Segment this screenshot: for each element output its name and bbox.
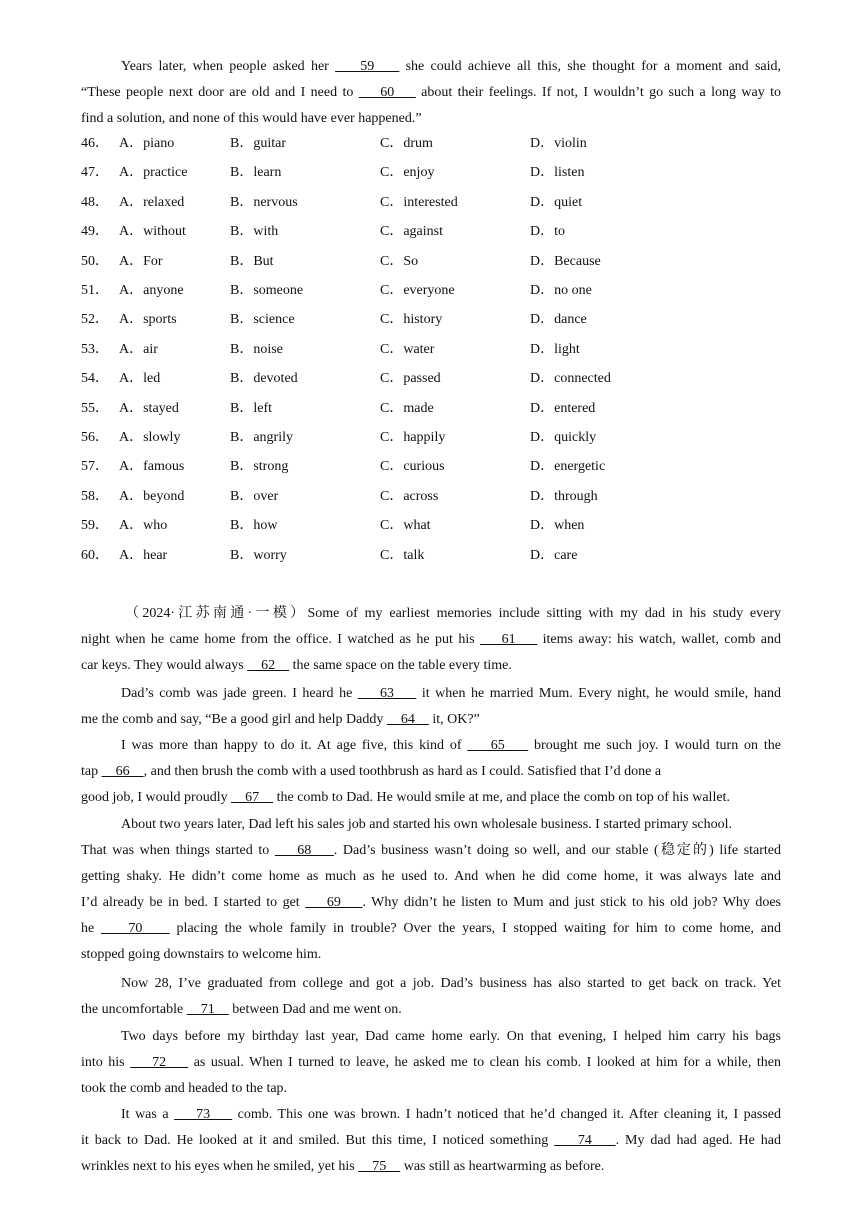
option-b: B．But	[230, 253, 274, 269]
text-line	[81, 601, 781, 627]
option-a: A．sports	[119, 312, 177, 328]
text-line	[81, 54, 781, 80]
option-d: D．entered	[530, 400, 596, 416]
text-run: “These people next door are old and I need to	[81, 85, 359, 100]
option-d: D．violin	[530, 136, 587, 151]
passage-2-paragraph	[81, 812, 781, 968]
text-line	[81, 1128, 781, 1154]
option-a: A．slowly	[119, 430, 181, 445]
answer-blank: 74	[554, 1133, 616, 1148]
option-b: B．angrily	[230, 430, 293, 445]
passage-2-paragraph	[81, 681, 781, 733]
question-number: 57．	[81, 459, 109, 475]
text-run: Two days before my birthday last year, Dad came home early. On that evening, I helped him carry his bags	[121, 1029, 781, 1044]
text-line	[81, 707, 781, 733]
option-a: A．who	[119, 518, 168, 534]
answer-blank: 60	[358, 85, 416, 100]
answer-blank: 68	[274, 843, 334, 858]
option-c: C．drum	[380, 136, 433, 151]
text-run: was still as heartwarming as before.	[400, 1159, 605, 1174]
option-row	[81, 133, 781, 155]
text-line	[81, 864, 781, 890]
text-run: That was when things started to	[81, 843, 275, 858]
option-row	[81, 251, 781, 273]
option-a: A．hear	[119, 547, 168, 563]
text-run: It was a	[121, 1107, 175, 1122]
option-b: B．devoted	[230, 371, 298, 387]
answer-blank: 70	[101, 921, 170, 936]
text-run: Now 28, I’ve graduated from college and got a job. Dad’s business has also started to get back on track. Yet	[121, 976, 781, 991]
option-b: B．with	[230, 224, 279, 240]
option-row	[81, 545, 781, 567]
passage-2-paragraph	[81, 971, 781, 1023]
option-a: A．piano	[119, 136, 175, 151]
answer-blank: 72	[130, 1055, 189, 1070]
option-b: B．guitar	[230, 136, 286, 151]
passage-2-paragraph	[81, 733, 781, 811]
option-c: C．history	[380, 312, 443, 328]
text-run: Years later, when people asked her	[121, 59, 336, 74]
answer-blank: 69	[305, 895, 363, 910]
option-d: D．dance	[530, 312, 587, 328]
option-a: A．practice	[119, 165, 188, 181]
text-run: the same space on the table every time.	[289, 658, 512, 673]
option-a: A．For	[119, 253, 163, 269]
option-b: B．over	[230, 488, 279, 504]
text-run: about their feelings. If not, I wouldn’t go such a long way to	[415, 85, 782, 100]
option-a: A．anyone	[119, 283, 184, 298]
option-a: A．stayed	[119, 400, 179, 416]
option-c: C．passed	[380, 371, 441, 387]
text-run: car keys. They would always	[81, 658, 248, 673]
text-run: tap	[81, 764, 102, 779]
question-number: 58．	[81, 488, 109, 504]
question-number: 54．	[81, 371, 109, 387]
text-run: good job, I would proudly	[81, 790, 232, 805]
text-run: brought me such joy. I would turn on the	[528, 738, 782, 753]
answer-blank: 65	[467, 738, 529, 753]
passage-2-paragraph	[81, 1024, 781, 1102]
text-line	[81, 971, 781, 997]
text-line	[81, 997, 781, 1023]
option-c: C．across	[380, 488, 439, 504]
text-run: items away: his watch, wallet, comb and	[537, 632, 781, 647]
option-a: A．without	[119, 224, 186, 240]
option-c: C．curious	[380, 459, 445, 475]
text-run: he	[81, 921, 102, 936]
option-d: D．no one	[530, 283, 592, 298]
option-b: B．how	[230, 518, 278, 534]
text-line	[81, 1076, 781, 1102]
option-c: C．what	[380, 518, 431, 534]
text-line	[81, 1154, 781, 1180]
text-line	[81, 838, 781, 864]
answer-blank: 71	[186, 1002, 229, 1017]
question-number: 56．	[81, 430, 109, 445]
option-d: D．listen	[530, 165, 585, 181]
answer-blank: 59	[335, 59, 400, 74]
answer-blank: 75	[358, 1159, 401, 1174]
question-number: 46．	[81, 136, 109, 151]
text-line	[81, 785, 781, 811]
option-d: D．when	[530, 518, 585, 534]
option-b: B．learn	[230, 165, 282, 181]
text-run: About two years later, Dad left his sales job and started his own wholesale business. I started primary school.	[121, 817, 733, 832]
option-d: D．connected	[530, 371, 611, 387]
option-d: D．to	[530, 224, 565, 240]
text-run: between Dad and me went on.	[228, 1002, 402, 1017]
question-number: 51．	[81, 283, 109, 298]
option-b: B．left	[230, 400, 272, 416]
text-run: it back to Dad. He looked at it and smiled. But this time, I noticed something	[81, 1133, 555, 1148]
option-c: C．enjoy	[380, 165, 435, 181]
text-run: it when he married Mum. Every night, he would smile, hand	[416, 686, 781, 701]
question-number: 47．	[81, 165, 109, 181]
text-run: . My dad had aged. He had	[615, 1133, 781, 1148]
option-row	[81, 162, 781, 184]
question-number: 53．	[81, 341, 109, 357]
option-row	[81, 515, 781, 537]
passage-1-paragraph	[81, 54, 781, 132]
option-row	[81, 368, 781, 390]
answer-blank: 66	[101, 764, 144, 779]
option-row	[81, 280, 781, 302]
option-row	[81, 456, 781, 478]
text-run: stopped going downstairs to welcome him.	[81, 947, 322, 962]
text-run: into his	[81, 1055, 131, 1070]
option-d: D．Because	[530, 253, 601, 269]
text-line	[81, 681, 781, 707]
text-run: took the comb and headed to the tap.	[81, 1081, 288, 1096]
option-d: D．quiet	[530, 194, 583, 210]
option-c: C．interested	[380, 194, 458, 210]
text-line	[81, 653, 781, 679]
text-run: it, OK?”	[428, 712, 480, 727]
option-b: B．nervous	[230, 194, 298, 210]
text-run: placing the whole family in trouble? Over the years, I stopped waiting for him to come home, and	[169, 921, 781, 936]
option-b: B．noise	[230, 341, 283, 357]
text-run: the comb to Dad. He would smile at me, and place the comb on top of his wallet.	[273, 790, 730, 805]
text-line	[81, 890, 781, 916]
option-a: A．famous	[119, 459, 185, 475]
question-number: 48．	[81, 194, 109, 210]
option-row	[81, 309, 781, 331]
option-d: D．care	[530, 547, 578, 563]
option-d: D．light	[530, 341, 580, 357]
option-a: A．air	[119, 341, 158, 357]
text-line	[81, 916, 781, 942]
option-a: A．led	[119, 371, 161, 387]
passage-2-paragraph	[81, 601, 781, 679]
option-row	[81, 427, 781, 449]
option-row	[81, 192, 781, 214]
answer-blank: 73	[174, 1107, 233, 1122]
option-c: C．made	[380, 400, 434, 416]
text-line	[81, 1050, 781, 1076]
text-line	[81, 1024, 781, 1050]
text-line	[81, 733, 781, 759]
answer-blank: 67	[231, 790, 274, 805]
text-line	[81, 942, 781, 968]
answer-blank: 64	[386, 712, 429, 727]
option-b: B．science	[230, 312, 295, 328]
text-run: Dad’s comb was jade green. I heard he	[121, 686, 358, 701]
answer-blank: 61	[480, 632, 538, 647]
option-c: C．happily	[380, 430, 446, 445]
text-run: she could achieve all this, she thought for a moment and said,	[399, 59, 782, 74]
option-c: C．everyone	[380, 283, 455, 298]
option-d: D．quickly	[530, 430, 597, 445]
text-line	[81, 80, 781, 106]
text-line	[81, 627, 781, 653]
option-c: C．water	[380, 341, 435, 357]
option-a: A．relaxed	[119, 194, 185, 210]
option-row	[81, 398, 781, 420]
option-b: B．someone	[230, 283, 304, 298]
option-a: A．beyond	[119, 488, 185, 504]
option-row	[81, 221, 781, 243]
text-run: night when he came home from the office. I watched as he put his	[81, 632, 481, 647]
option-c: C．So	[380, 253, 419, 269]
question-number: 55．	[81, 400, 109, 416]
option-c: C．against	[380, 224, 443, 240]
text-run: I’d already be in bed. I started to get	[81, 895, 306, 910]
text-run: , and then brush the comb with a used toothbrush as hard as I could. Satisfied that I’d done a	[143, 764, 662, 779]
text-run: the uncomfortable	[81, 1002, 187, 1017]
option-d: D．energetic	[530, 459, 606, 475]
text-run: getting shaky. He didn’t come home as much as he used to. And when he did come home, it was always late and	[81, 869, 781, 884]
text-run: find a solution, and none of this would have ever happened.”	[81, 111, 422, 126]
text-line	[81, 106, 781, 132]
text-run: wrinkles next to his eyes when he smiled, yet his	[81, 1159, 359, 1174]
question-number: 59．	[81, 518, 109, 534]
question-number: 52．	[81, 312, 109, 328]
text-line	[81, 1102, 781, 1128]
question-number: 60．	[81, 547, 109, 563]
option-b: B．worry	[230, 547, 287, 563]
text-run: （2024·江苏南通·一模）Some of my earliest memories include sitting with my dad in his study every	[125, 606, 781, 621]
answer-blank: 63	[357, 686, 417, 701]
question-number: 49．	[81, 224, 109, 240]
option-c: C．talk	[380, 547, 425, 563]
text-run: . Why didn’t he listen to Mum and just stick to his old job? Why does	[362, 895, 782, 910]
option-d: D．through	[530, 488, 598, 504]
text-run: as usual. When I turned to leave, he asked me to clean his comb. I looked at him for a while, then	[188, 1055, 782, 1070]
option-b: B．strong	[230, 459, 289, 475]
text-line	[81, 812, 781, 838]
option-row	[81, 486, 781, 508]
passage-2-paragraph	[81, 1102, 781, 1180]
text-run: me the comb and say, “Be a good girl and help Daddy	[81, 712, 387, 727]
question-number: 50．	[81, 253, 109, 269]
text-run: comb. This one was brown. I hadn’t noticed that he’d changed it. After cleaning it, I passed	[232, 1107, 781, 1122]
text-run: . Dad’s business wasn’t doing so well, and our stable (稳定的) life started	[333, 843, 782, 858]
answer-blank: 62	[247, 658, 290, 673]
option-row	[81, 339, 781, 361]
text-line	[81, 759, 781, 785]
text-run: I was more than happy to do it. At age five, this kind of	[121, 738, 468, 753]
